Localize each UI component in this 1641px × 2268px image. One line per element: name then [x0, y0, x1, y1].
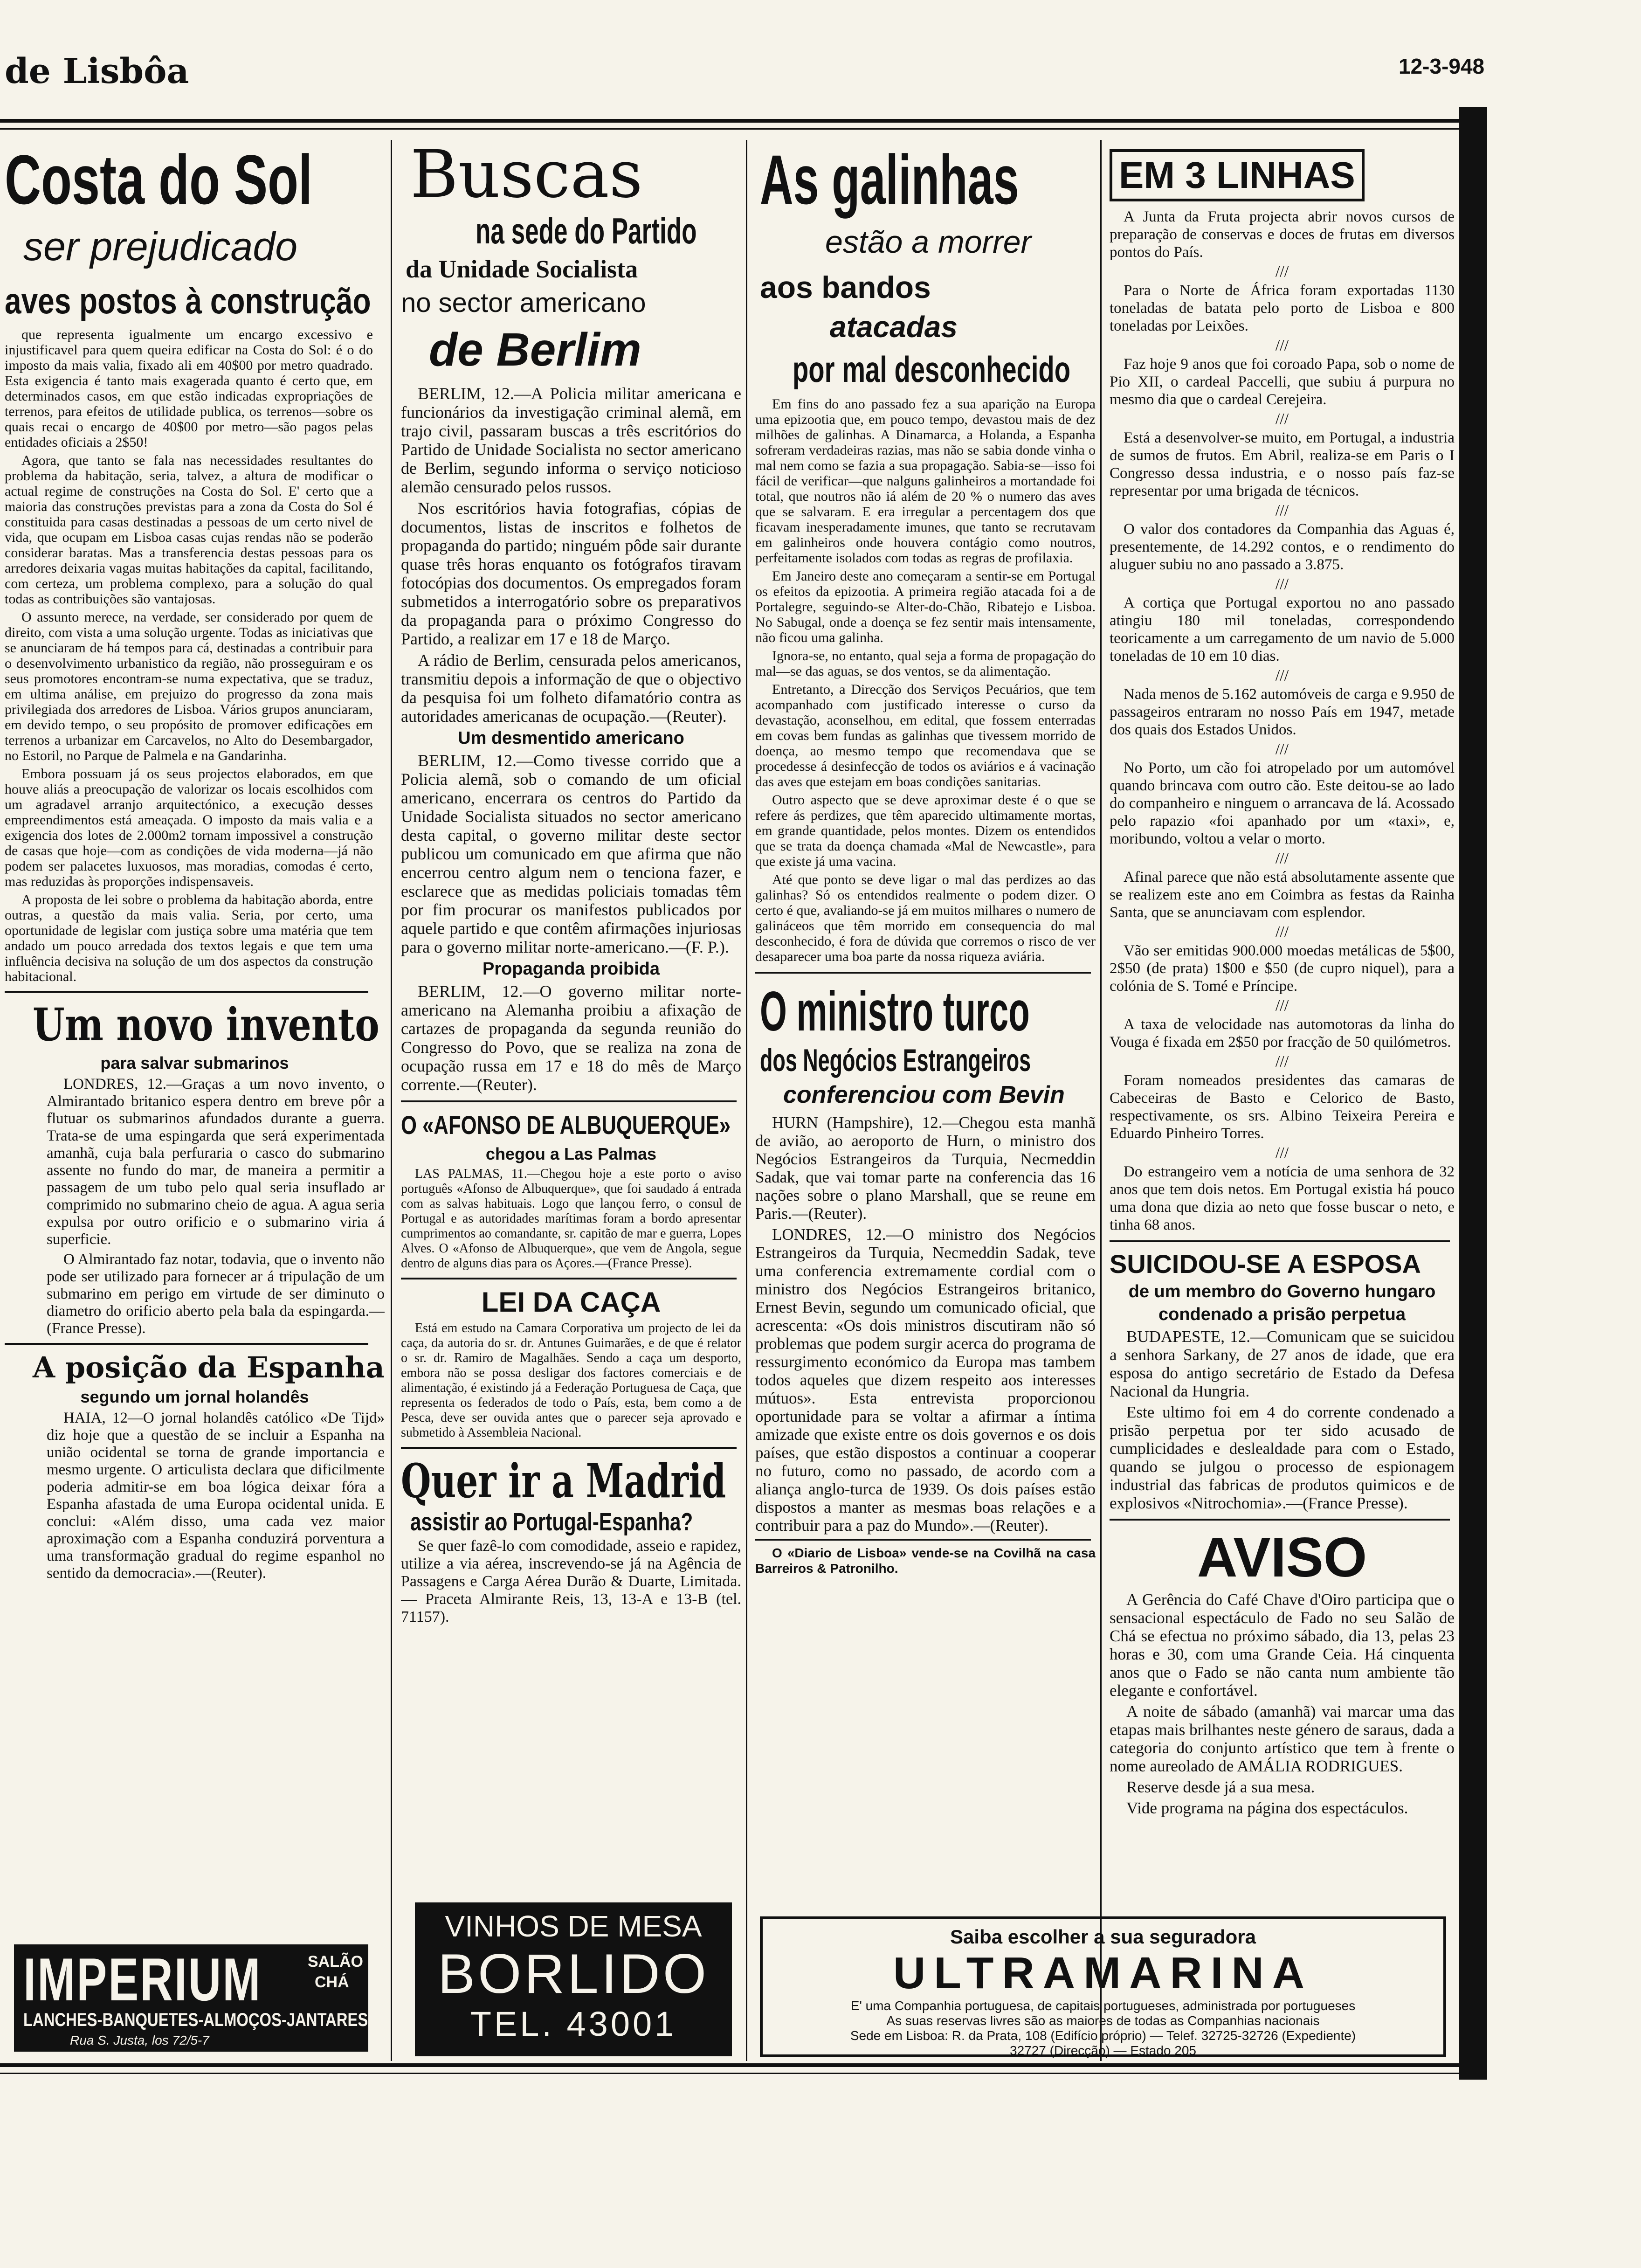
paragraph: BERLIM, 12.—Como tivesse corrido que a Policia alemã, sob o comando de um oficial americano, encerrara os centros do Partido da Unidade Socialista situados no sector americano desta capital, o governo militar deste sector publicou um comunicado em que afirma que não encerrou centro algum nem o tenciona fazer, e esclarece que as medidas policiais tomadas têm por fim procurar os manifestos publicados por aquele partido e que contêm afirmações injuriosas para o governo militar norte-americano.—(F. P.).: [401, 751, 741, 956]
list-item: Para o Norte de África foram exportadas 1130 toneladas de batata pelo porto de Lisboa e 800 toneladas por Leixões.: [1110, 282, 1455, 334]
imperium-address: Rua S. Justa, los 72/5-7: [70, 2033, 209, 2047]
list-item: A taxa de velocidade nas automotoras da linha do Vouga é fixada em 2$50 por fracção de 50 quilómetros.: [1110, 1016, 1455, 1051]
paragraph: Até que ponto se deve ligar o mal das perdizes ao das galinhas? Só os entendidos realmente o podem dizer. O certo é que, avaliando-se já em muitos milhares o numero de galináceos que têm morrido em consequencia do mal desconhecido, é fora de dúvida que corremos o risco de ver desaparecer uma boa parte da nossa riqueza aviária.: [755, 872, 1096, 964]
paragraph: HURN (Hampshire), 12.—Chegou esta manhã de avião, ao aeroporto de Hurn, o ministro dos Negócios Estrangeiros da Turquia, Necmeddin Sadak, que vai tomar parte na conferencia das 16 nações sobre o plano Marshall, que se reune em Paris.—(Reuter).: [755, 1113, 1096, 1223]
paragraph: Reserve desde já a sua mesa.: [1126, 1778, 1315, 1796]
item-separator: ///: [1275, 502, 1289, 519]
list-item: No Porto, um cão foi atropelado por um automóvel quando brincava com outro cão. Este deitou-se ao lado do companheiro e ninguem o arrancava de lá. Acossado pelo rapazio «foi apanhado por um «taxi», e, moribundo, voltou a velar o morto.: [1110, 760, 1455, 847]
paragraph: HAIA, 12—O jornal holandês católico «De Tijd» diz hoje que a questão de se incluir a Espanha na união ocidental se torna de grande importancia e mesmo urgente. O articulista declara que dificilmente poderia admitir-se em boa lógica deixar fóra a Espanha afastada de uma Europa ocidental unida. E conclui: «Além disso, uma cada vez maior aproximação com a Espanha conduzirá porventura a uma transformação gradual do regime espanhol no sentido da democracia».—(Reuter).: [47, 1410, 385, 1582]
list-item: Foram nomeados presidentes das camaras de Cabeceiras de Basto e Celorico de Basto, respectivamente, os srs. Albino Teixeira Pereira e Eduardo Pinheiro Torres.: [1110, 1072, 1455, 1142]
ultramarina-tagline: Saiba escolher a sua seguradora: [950, 1926, 1256, 1948]
subhead-desmentido: Um desmentido americano: [458, 728, 684, 748]
ultramarina-line1: E' uma Companhia portuguesa, de capitais portugueses, administrada por portugueses: [850, 1998, 1356, 2013]
item-separator: ///: [1275, 667, 1289, 684]
imperium-cha: CHÁ: [315, 1973, 349, 1991]
item-separator: ///: [1275, 740, 1289, 758]
headline-novo-invento: Um novo invento: [33, 998, 379, 1051]
ultramarina-line2: As suas reservas livres são as maiores de todas as Companhias nacionais: [886, 2013, 1320, 2028]
em-3-linhas-title: EM 3 LINHAS: [1110, 149, 1365, 201]
subhead-portugal-espanha: assistir ao Portugal-Espanha?: [410, 1508, 693, 1536]
subhead-propaganda: Propaganda proibida: [482, 959, 660, 979]
masthead-date: 12-3-948: [1399, 54, 1485, 78]
borlido-tel: TEL. 43001: [470, 2005, 677, 2043]
paragraph: A proposta de lei sobre o problema da habitação aborda, entre outras, a questão da mais valia. Seria, por certo, uma oportunidade de legislar com justiça sobre uma matéria que tem andado um pouco arredada dos textos legais e que tem uma influência decisiva na solução de um dos aspectos da construção habitacional.: [5, 892, 373, 984]
divider: [401, 1100, 737, 1102]
list-item: A cortiça que Portugal exportou no ano passado atingiu 180 mil toneladas, correspondendo teoricamente a um carregamento de um navio de 5.000 toneladas de 10 em 10 dias.: [1110, 595, 1455, 664]
list-item: Do estrangeiro vem a notícia de uma senhora de 32 anos que tem dois netos. Em Portugal existia há pouco uma dona que dizia ao neto que fosse buscar o neto, e tinha 68 anos.: [1110, 1163, 1455, 1233]
paragraph: Entretanto, a Direcção dos Serviços Pecuários, que tem acompanhado com justificado interesse o curso da devastação, aconselhou, em edital, que fossem enterradas em covas bem fundas as galinhas que tivessem morrido de doença, ao mesmo tempo que recomendava que se procedesse á desinfecção de todos os aviários e á vacinação das aves que estejam em boas condições sanitarias.: [755, 682, 1096, 789]
column-3: [755, 140, 1096, 1902]
bottom-rule: [0, 2063, 1482, 2067]
list-item: Faz hoje 9 anos que foi coroado Papa, sob o nome de Pio XII, o cardeal Paccelli, que subiu á purpura no mesmo dia que o cardeal Cerejeira.: [1110, 356, 1455, 408]
divider: [401, 1447, 737, 1449]
divider: [5, 991, 368, 993]
headline-quer-ir-madrid: Quer ir a Madrid: [401, 1453, 726, 1508]
column-divider-3: [1100, 140, 1102, 2061]
item-separator: ///: [1275, 410, 1289, 428]
paragraph: LAS PALMAS, 11.—Chegou hoje a este porto o aviso português «Afonso de Albuquerque», que foi saudado á entrada com as salvas habituais. Logo que lançou ferro, o consul de Portugal e as autoridades marítimas foram a bordo apresentar cumprimentos ao comandante, sr. capitão de mar e guerra, Lopes Alves. O «Afonso de Albuquerque», que vem de Angola, segue dentro de alguns dias para os Açores.—(France Presse).: [401, 1167, 741, 1271]
column-4: [1110, 149, 1455, 1902]
subhead-unidade-socialista: da Unidade Socialista: [406, 255, 638, 283]
item-separator: ///: [1275, 1053, 1289, 1070]
costa-do-sol-article: [5, 327, 373, 984]
subhead-conferenciou-bevin: conferenciou com Bevin: [783, 1081, 1065, 1108]
subhead-salvar-submarinos: para salvar submarinos: [100, 1053, 289, 1072]
imperium-services: LANCHES-BANQUETES-ALMOÇOS-JANTARES: [23, 2010, 368, 2030]
column-divider-2: [746, 140, 747, 2061]
divider: [5, 1343, 368, 1345]
item-separator: ///: [1275, 997, 1289, 1014]
paragraph: Embora possuam já os seus projectos elaborados, em que houve aliás a preocupação de valorizar os locais escolhidos com um agradavel arranjo arquitectónico, a execução desses empreendimentos está ameaçada. O imposto da mais valia e a exigencia dos lotes de 2.000m2 tornam impossivel a construção de casas que hoje—com as condições de vida moderna—já não podem ser palacetes luxuosos, mas moradias, comodas é certo, mas reduzidas às proporções indispensaveis.: [5, 766, 373, 889]
top-rule: [0, 119, 1482, 123]
column-1: [5, 140, 385, 2056]
item-separator: ///: [1275, 923, 1289, 940]
paragraph: Se quer fazê-lo com comodidade, asseio e rapidez, utilize a via aérea, inscrevendo-se já na Agência de Passagens e Carga Aérea Durão & Duarte, Limitada. — Praceta Almirante Reis, 13, 13-A e 13-B (tel. 71157).: [401, 1537, 741, 1625]
subhead-postos-construcao: aves postos à construção: [5, 280, 371, 321]
subhead-sede-partido: na sede do Partido: [476, 210, 697, 251]
paragraph: Em fins do ano passado fez a sua aparição na Europa uma epizootia que, em pouco tempo, devastou mais de dez milhões de galinhas. A Dinamarca, a Holanda, a Espanha sofreram verdadeiras razias, mas não se sabia donde vinha o mal nem como se fazia a sua propagação. Sabia-se—isso foi fácil de verificar—que nalguns galinheiros a mortandade foi total, que noutros não iá além de 20 % o numero das aves que se salvaram. E era irregular a percentagem dos que ficavam inesperadamente imunes, que tanto se recrutavam em galinheiros onde houvera contágio como noutros, perfeitamente isolados com todas as regras de profilaxia.: [755, 396, 1096, 566]
paragraph: BUDAPESTE, 12.—Comunicam que se suicidou a senhora Sarkany, de 27 anos de idade, que era esposa do antigo secretário de Estado da Defesa Nacional da Hungria.: [1110, 1328, 1455, 1400]
item-separator: ///: [1275, 850, 1289, 867]
borlido-ad: [415, 1902, 732, 2056]
paragraph: Ignora-se, no entanto, qual seja a forma de propagação do mal—se das aguas, se dos ventos, se da alimentação.: [755, 648, 1096, 679]
paragraph: Nos escritórios havia fotografias, cópias de documentos, listas de inscritos e folhetos de propaganda do partido; ninguém pôde sair durante quase três horas enquanto os fotógrafos tiravam fotocópias dos documentos. Os empregados foram submetidos a interrogatório sobre os preparativos da propaganda para o próximo Congresso do Partido, a realizar em 17 e 18 de Março.: [401, 499, 741, 648]
paragraph: Outro aspecto que se deve aproximar deste é o que se refere ás perdizes, que têm aparecido ultimamente mortas, em grande quantidade, pelos montes. Dizem os entendidos que se trata da doença chamada «Mal de Newcastle», para que existe já uma vacina.: [755, 792, 1096, 869]
subhead-estao-morrer: estão a morrer: [825, 224, 1032, 260]
imperium-ad: [14, 1944, 368, 2052]
headline-as-galinhas: As galinhas: [760, 140, 1019, 219]
divider: [1110, 1240, 1450, 1242]
subhead-negocios-estrangeiros: dos Negócios Estrangeiros: [760, 1043, 1031, 1078]
list-item: Vão ser emitidas 900.000 moedas metálicas de 5$00, 2$50 (de prata) 1$00 e $50 (de cupro niquel), para a colónia de S. Tomé e Príncipe.: [1110, 942, 1455, 995]
headline-buscas: Buscas: [410, 140, 643, 213]
item-separator: ///: [1275, 1144, 1289, 1162]
paragraph: BERLIM, 12.—O governo militar norte-americano na Alemanha proibiu a afixação de cartazes de propaganda da segunda reunião do Congresso do Povo, que se realiza na zona de ocupação russa em 17 e 18 do mês de Março corrente.—(Reuter).: [401, 982, 741, 1094]
paragraph: Está em estudo na Camara Corporativa um projecto de lei da caça, da autoria do sr. dr. Antunes Guimarães, e de que é relator o sr. dr. Ramiro de Magalhães. Sendo a caça um desporto, embora não se possa desligar dos factores comerciais e de alimentação, é existindo já a Federação Portuguesa de Caça, que representa os federados de todo o País, esta, bem como a de Pesca, deve ser ouvida antes que o parecer seja aprovado e submetido à Assembleia Nacional.: [401, 1321, 741, 1440]
right-margin-bar: [1459, 107, 1487, 2080]
ultramarina-line3: Sede em Lisboa: R. da Prata, 108 (Edifício próprio) — Telef. 32725-32726 (Expediente): [850, 2028, 1356, 2043]
subhead-jornal-holandes: segundo um jornal holandês: [80, 1387, 309, 1406]
borlido-vinhos: VINHOS DE MESA: [445, 1909, 702, 1943]
paragraph: BERLIM, 12.—A Policia militar americana e funcionários da investigação criminal alemã, em trajo civil, passaram buscas a três escritórios do Partido de Unidade Socialista no sector americano de Berlim, segundo informa o serviço noticioso alemão censurado pelos russos.: [401, 384, 741, 496]
divider: [1110, 1519, 1450, 1521]
column-divider-1: [391, 140, 392, 2061]
item-separator: ///: [1275, 263, 1289, 280]
subhead-atacadas: atacadas: [830, 310, 958, 344]
headline-lei-da-caca: LEI DA CAÇA: [481, 1286, 661, 1318]
imperium-salao: SALÃO: [308, 1953, 363, 1971]
subhead-de-berlim: de Berlim: [429, 324, 641, 376]
diario-notice: O «Diario de Lisboa» vende-se na Covilhã na casa Barreiros & Patronilho.: [755, 1546, 1096, 1576]
ultramarina-ad: [760, 1916, 1446, 2057]
list-item: Nada menos de 5.162 automóveis de carga e 9.950 de passageiros entraram no nosso País em 1947, metade dos quais dos Estados Unidos.: [1110, 686, 1455, 738]
subhead-mal-desconhecido: por mal desconhecido: [793, 349, 1071, 390]
paragraph: Este ultimo foi em 4 do corrente condenado a prisão perpetua por ter sido acusado de cumplicidades e deslealdade para com o Estado, quando se julgou o processo de espionagem industrial das fabricas de produtos quimicos e de explosivos «Nitrochomia».—(France Presse).: [1110, 1403, 1455, 1512]
list-item: Afinal parece que não está absolutamente assente que se realizem este ano em Coimbra as festas da Rainha Santa, que se anunciavam com esplendor.: [1110, 869, 1455, 921]
headline-suicidou-esposa: SUICIDOU-SE A ESPOSA: [1110, 1249, 1421, 1279]
subhead-prisao-perpetua: condenado a prisão perpetua: [1158, 1305, 1406, 1324]
em-3-linhas-list: [1110, 208, 1455, 1234]
divider: [401, 1278, 737, 1279]
list-item: Está a desenvolver-se muito, em Portugal, a industria de sumos de frutos. Em Abril, realiza-se em Paris o I Congresso dessa industria, e o nosso país faz-se representar por uma brigada de técnicos.: [1110, 429, 1455, 499]
subhead-sector-americano: no sector americano: [401, 288, 646, 318]
list-item: A Junta da Fruta projecta abrir novos cursos de preparação de conservas e doces de frutas em diversos pontos do País.: [1110, 208, 1455, 261]
subhead-ser-prejudicado: ser prejudicado: [23, 224, 298, 269]
masthead-paper-name: de Lisbôa: [5, 51, 189, 91]
subhead-governo-hungaro: de um membro do Governo hungaro: [1128, 1282, 1436, 1301]
subhead-las-palmas: chegou a Las Palmas: [485, 1144, 657, 1163]
paragraph: que representa igualmente um encargo excessivo e injustificavel para quem queira edificar na Costa do Sol: é o do imposto da mais valia, fixado ali em 40$00 por metro quadrado. Esta exigencia é tanto mais exagerada quanto é certo que, em determinados casos, em que estão indicadas expropriações de terrenos, para efeitos de utilidade publica, os terrenos—sobre os quais recai o encargo de 40$00 por metro—são pagos pelas entidades oficiais a 2$50!: [5, 327, 373, 450]
headline-ministro-turco: O ministro turco: [760, 980, 1030, 1043]
item-separator: ///: [1275, 575, 1289, 593]
headline-costa-do-sol: Costa do Sol: [5, 140, 313, 219]
borlido-name: BORLIDO: [437, 1943, 710, 2005]
headline-posicao-espanha: A posição da Espanha: [33, 1350, 385, 1384]
top-rule-thin: [0, 128, 1482, 130]
paragraph: Em Janeiro deste ano começaram a sentir-se em Portugal os efeitos da epizootia. A primeira região atacada foi a de Portalegre, seguindo-se Alter-do-Chão, Ribatejo e Lisboa. No Sabugal, onde a doença se fez sentir mais intensamente, não ficou uma galinha.: [755, 568, 1096, 645]
bottom-rule-thin: [0, 2073, 1482, 2074]
paragraph: Vide programa na página dos espectáculos.: [1126, 1799, 1408, 1817]
ultramarina-name: ULTRAMARINA: [893, 1948, 1313, 1998]
headline-afonso-albuquerque: O «AFONSO DE ALBUQUERQUE»: [401, 1110, 731, 1140]
paragraph: A rádio de Berlim, censurada pelos americanos, transmitiu depois a informação de que o objectivo da pesquisa foi um folheto difamatório contra as autoridades americanas de ocupação.—(Reuter).: [401, 651, 741, 726]
divider: [755, 1539, 1091, 1541]
item-separator: ///: [1275, 337, 1289, 354]
paragraph: LONDRES, 12.—Graças a um novo invento, o Almirantado britanico espera dentro em breve pôr a flutuar os submarinos afundados durante a guerra. Trata-se de uma espingarda que será experimentada amanhã, cuja bala perfuraria o casco do submarino assente no fundo do mar, de maneira a permitir a passagem de um tubo pelo qual seria insuflado ar comprimido no submarino cheio de agua. A agua seria expulsa por outro orificio e o submarino viria á superficie.: [47, 1076, 385, 1248]
divider: [755, 972, 1091, 974]
ultramarina-line4: 32727 (Direcção) — Estado 205: [1010, 2043, 1196, 2058]
paragraph: Agora, que tanto se fala nas necessidades resultantes do problema da habitação, seria, talvez, a altura de modificar o actual regime de construções na Costa do Sol. E' certo que a maioria das construções previstas para a zona da Costa do Sol é constituida para casas destinadas a pessoas de um certo nivel de vida, que ocupam em Lisboa casas cujas rendas não se poderão considerar baratas. Mas a transferencia destas pessoas para os arredores deixaria vagas muitas habitações da capital, facilitando, com certeza, um problema complexo, para a solução do qual todas as contribuições são vantajosas.: [5, 453, 373, 607]
headline-aviso: AVISO: [1197, 1526, 1367, 1589]
column-2: [401, 140, 741, 2056]
paragraph: O Almirantado faz notar, todavia, que o invento não pode ser utilizado para fornecer ar á tripulação de um submarino em perigo em virtude de ser diminuto o diametro do orificio aberto pela bala da espingarda.—(France Presse).: [47, 1251, 385, 1337]
subhead-aos-bandos: aos bandos: [760, 270, 931, 304]
list-item: O valor dos contadores da Companhia das Aguas é, presentemente, de 14.292 contos, e o rendimento do aluguer subiu no ano passado a 3.875.: [1110, 521, 1455, 573]
paragraph: A noite de sábado (amanhã) vai marcar uma das etapas mais brilhantes neste género de saraus, dada a categoria do conjunto artístico que tem à frente o nome aureolado de AMÁLIA RODRIGUES.: [1110, 1702, 1455, 1775]
imperium-name: IMPERIUM: [23, 1945, 262, 2013]
paragraph: LONDRES, 12.—O ministro dos Negócios Estrangeiros da Turquia, Necmeddin Sadak, teve uma conferencia extremamente cordial com o ministro dos Negócios Estrangeiros britanico, Ernest Bevin, segundo um comunicado oficial, que acrescenta: «Os dois ministros discutiram não só problemas que podem surgir acerca do programa de ressurgimento económico da Europa mas tambem todos aqueles que dizem respeito aos interesses mútuos». Esta entrevista proporcionou oportunidade para se voltar a afirmar a íntima amizade que existe entre os dois governos e os dois países, que estão dispostos a continuar a cooperar no futuro, como no passado, de acordo com a aliança anglo-turca de 1939. Os dois países estão dispostos a manter as mesmas boas relações e a contribuir para a paz do Mundo».—(Reuter).: [755, 1225, 1096, 1535]
paragraph: O assunto merece, na verdade, ser considerado por quem de direito, com vista a uma solução urgente. Todas as iniciativas que se anunciaram de há tempos para cá, destinadas a contribuir para o desenvolvimento urbanistico da região, não prosseguiram e os seus promotores encontram-se numa expectativa, que se traduz, em ultima análise, em prejuizo do progresso da zona mais privilegiada dos arredores de Lisboa. Vários grupos anunciaram, em devido tempo, o seu propósito de promover edificações em terrenos a urbanizar em Carcavelos, no Alto do Desembargador, no Estoril, no Parque de Palmela e na Gandarinha.: [5, 609, 373, 763]
paragraph: A Gerência do Café Chave d'Oiro participa que o sensacional espectáculo de Fado no seu Salão de Chá se efectua no próximo sábado, dia 13, pelas 23 horas e 30, com uma Grande Ceia. Há cinquenta anos que o Fado se não canta num ambiente tão elegante e confortável.: [1110, 1590, 1455, 1700]
